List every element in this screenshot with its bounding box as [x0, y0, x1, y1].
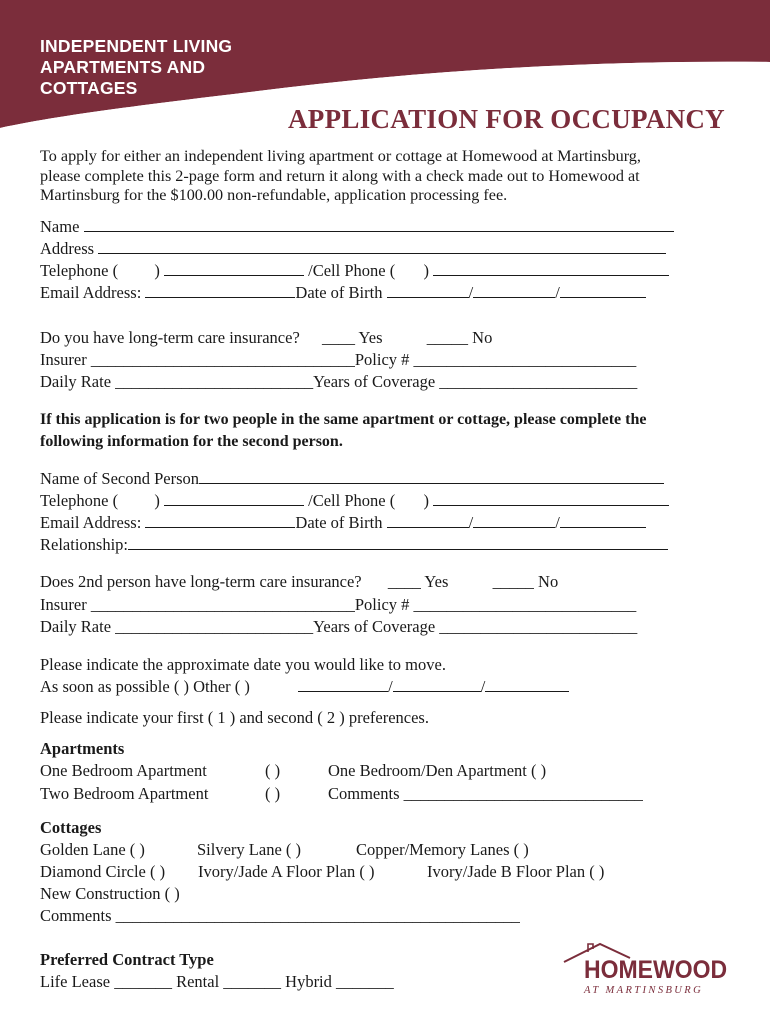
daily-rate2-row[interactable]: Daily Rate ________________________Years of Coverage ________________________ — [40, 617, 638, 636]
intro-line: To apply for either an independent living apartment or cottage at Homewood at Martinsburg, — [40, 147, 641, 165]
copper-memory-lanes-option[interactable]: Copper/Memory Lanes ( ) — [356, 840, 529, 859]
second-telephone-row — [40, 491, 669, 511]
cell-field[interactable] — [433, 261, 669, 276]
email-label: Email Address: — [40, 283, 142, 302]
second-dob-day-field[interactable] — [473, 513, 555, 528]
second-person-instructions: If this application is for two people in the same apartment or cottage, please complete the — [40, 411, 647, 428]
address-field[interactable] — [98, 239, 666, 254]
two-bedroom-checkbox[interactable]: ( ) — [265, 784, 281, 803]
cell-label: /Cell Phone ( — [308, 261, 396, 280]
insurance2-question: Does 2nd person have long-term care insurance? — [40, 572, 362, 591]
move-date-row — [40, 677, 569, 697]
paren-close: ) — [154, 491, 160, 510]
one-bedroom-option: One Bedroom Apartment — [40, 761, 207, 780]
relationship-row — [40, 535, 668, 555]
dob-month-field[interactable] — [387, 283, 469, 298]
second-email-row — [40, 513, 646, 533]
insurance2-yes-option[interactable]: ____ Yes — [387, 572, 449, 591]
second-name-label: Name of Second Person — [40, 469, 200, 488]
insurance2-no-option[interactable]: _____ No — [492, 572, 559, 591]
preferences-prompt: Please indicate your first ( 1 ) and second ( 2 ) preferences. — [40, 708, 429, 727]
banner-line: APARTMENTS AND — [40, 57, 206, 77]
email-field[interactable] — [145, 283, 295, 298]
second-name-field[interactable] — [199, 469, 664, 484]
slash: / — [468, 283, 474, 302]
apartments-heading: Apartments — [40, 739, 125, 758]
homewood-logo — [560, 940, 730, 1000]
two-bedroom-option: Two Bedroom Apartment — [40, 784, 209, 803]
email-label: Email Address: — [40, 513, 142, 532]
second-cell-field[interactable] — [433, 491, 669, 506]
dob-label: Date of Birth — [295, 283, 383, 302]
dob-label: Date of Birth — [295, 513, 383, 532]
insurance2-question-row — [40, 572, 558, 592]
move-month-field[interactable] — [298, 677, 388, 692]
telephone-field[interactable] — [164, 261, 304, 276]
relationship-label: Relationship: — [40, 535, 128, 554]
telephone-row — [40, 261, 669, 281]
cottages-comments-field[interactable]: Comments _________________________________________________ — [40, 906, 520, 925]
move-date-prompt: Please indicate the approximate date you would like to move. — [40, 655, 446, 674]
apartments-comments-field[interactable]: Comments _____________________________ — [328, 784, 643, 803]
slash: / — [555, 283, 560, 302]
daily-rate-row[interactable]: Daily Rate ________________________Years of Coverage ________________________ — [40, 372, 638, 391]
logo-subtitle: AT MARTINSBURG — [584, 985, 704, 996]
second-person-instructions: following information for the second person. — [40, 433, 343, 450]
second-email-field[interactable] — [145, 513, 295, 528]
address-label: Address — [40, 239, 95, 258]
paren-close: ) — [423, 491, 429, 510]
address-row — [40, 239, 666, 259]
paren-close: ) — [423, 261, 429, 280]
ivory-jade-a-option[interactable]: Ivory/Jade A Floor Plan ( ) — [198, 862, 375, 881]
new-construction-option[interactable]: New Construction ( ) — [40, 884, 180, 903]
slash: / — [480, 677, 486, 696]
slash: / — [555, 513, 560, 532]
banner-line: COTTAGES — [40, 78, 138, 98]
paren-close: ) — [154, 261, 160, 280]
one-bedroom-den-option[interactable]: One Bedroom/Den Apartment ( ) — [328, 761, 547, 780]
name-label: Name — [40, 217, 80, 236]
email-row — [40, 283, 646, 303]
intro-line: Martinsburg for the $100.00 non-refundable, application processing fee. — [40, 186, 508, 204]
move-day-field[interactable] — [393, 677, 481, 692]
intro-paragraph — [40, 147, 740, 206]
cell-label: /Cell Phone ( — [308, 491, 396, 510]
move-date-options[interactable]: As soon as possible ( ) Other ( ) — [40, 677, 250, 696]
silvery-lane-option[interactable]: Silvery Lane ( ) — [197, 840, 302, 859]
second-dob-year-field[interactable] — [560, 513, 646, 528]
insurance-yes-option[interactable]: ____ Yes — [322, 328, 383, 347]
insurance-no-option[interactable]: _____ No — [426, 328, 493, 347]
second-dob-month-field[interactable] — [387, 513, 469, 528]
contract-options[interactable]: Life Lease _______ Rental _______ Hybrid _______ — [40, 972, 394, 991]
move-year-field[interactable] — [485, 677, 569, 692]
insurer2-row[interactable]: Insurer ________________________________Policy # ___________________________ — [40, 595, 637, 614]
telephone-label: Telephone ( — [40, 261, 119, 280]
name-row — [40, 217, 674, 237]
telephone-label: Telephone ( — [40, 491, 119, 510]
second-name-row — [40, 469, 664, 489]
contract-heading: Preferred Contract Type — [40, 950, 214, 969]
slash: / — [468, 513, 474, 532]
golden-lane-option[interactable]: Golden Lane ( ) — [40, 840, 145, 859]
logo-name: HOMEWOOD — [584, 956, 728, 984]
page-title: APPLICATION FOR OCCUPANCY — [288, 104, 725, 134]
ivory-jade-b-option[interactable]: Ivory/Jade B Floor Plan ( ) — [427, 862, 605, 881]
banner-line: INDEPENDENT LIVING — [40, 36, 233, 56]
dob-day-field[interactable] — [473, 283, 555, 298]
second-telephone-field[interactable] — [164, 491, 304, 506]
relationship-field[interactable] — [128, 535, 668, 550]
insurance-question-row — [40, 328, 492, 348]
intro-line: please complete this 2-page form and return it along with a check made out to Homewood at — [40, 166, 640, 185]
insurer-row[interactable]: Insurer ________________________________Policy # ___________________________ — [40, 350, 637, 369]
insurance-question: Do you have long-term care insurance? — [40, 328, 300, 347]
slash: / — [388, 677, 393, 696]
one-bedroom-checkbox[interactable]: ( ) — [265, 761, 281, 780]
dob-year-field[interactable] — [560, 283, 646, 298]
diamond-circle-option[interactable]: Diamond Circle ( ) — [40, 862, 166, 881]
cottages-heading: Cottages — [40, 818, 102, 837]
name-field[interactable] — [84, 217, 674, 232]
banner-title — [40, 36, 300, 99]
